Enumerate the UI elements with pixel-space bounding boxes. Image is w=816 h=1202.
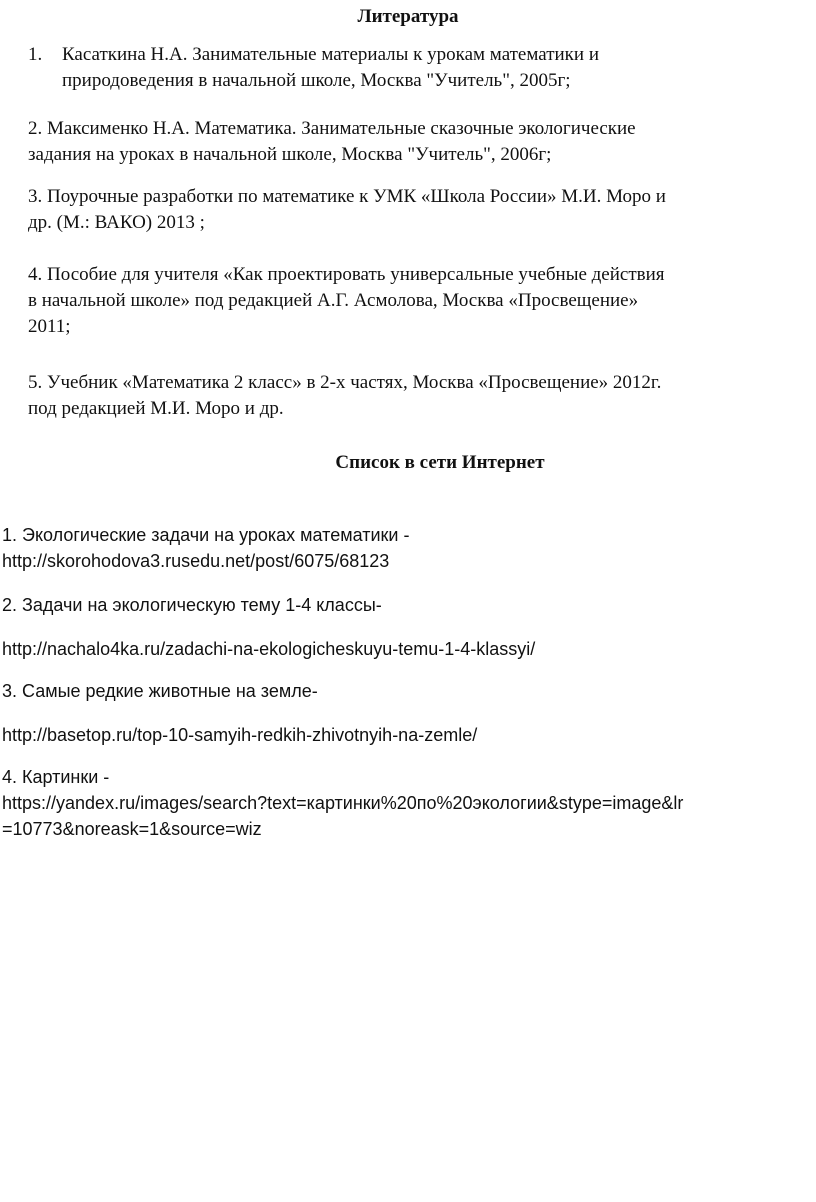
internet-item-1-url[interactable]: http://skorohodova3.rusedu.net/post/6075/68123 [2, 551, 390, 571]
internet-item-4-label: 4. Картинки - [2, 767, 110, 787]
internet-item-4 [2, 764, 683, 842]
internet-item-3-url[interactable]: http://basetop.ru/top-10-samyih-redkih-zhivotnyih-na-zemle/ [2, 725, 478, 745]
literature-item-5-line2: под редакцией М.И. Моро и др. [28, 398, 284, 419]
internet-item-4-url-line1[interactable]: https://yandex.ru/images/search?text=картинки%20по%20экологии&stype=image&lr [2, 793, 684, 813]
internet-item-2-label: 2. Задачи на экологическую тему 1-4 классы- [2, 595, 382, 615]
literature-item-1-number: 1. [28, 44, 43, 65]
literature-item-4 [28, 262, 665, 340]
literature-item-4-line2: в начальной школе» под редакцией А.Г. Асмолова, Москва «Просвещение» [28, 290, 639, 311]
literature-item-2 [28, 116, 636, 168]
literature-item-1 [28, 42, 599, 94]
internet-item-3-label: 3. Самые редкие животные на земле- [2, 681, 318, 701]
internet-item-1 [2, 522, 409, 574]
literature-item-1-line2: природоведения в начальной школе, Москва "Учитель", 2005г; [62, 70, 571, 91]
literature-item-5 [28, 370, 661, 422]
literature-item-2-line2: задания на уроках в начальной школе, Москва "Учитель", 2006г; [28, 144, 552, 165]
internet-item-1-label: 1. Экологические задачи на уроках математики - [2, 525, 410, 545]
literature-item-3 [28, 184, 666, 236]
internet-item-4-url-line2[interactable]: =10773&noreask=1&source=wiz [2, 819, 262, 839]
internet-heading: Список в сети Интернет [335, 452, 545, 473]
internet-item-2-url[interactable]: http://nachalo4ka.ru/zadachi-na-ekologicheskuyu-temu-1-4-klassyi/ [2, 639, 536, 659]
internet-item-2 [2, 592, 535, 662]
literature-item-3-line1: 3. Поурочные разработки по математике к УМК «Школа России» М.И. Моро и [28, 186, 666, 207]
literature-item-1-line1: Касаткина Н.А. Занимательные материалы к урокам математики и [62, 44, 599, 65]
literature-item-2-line1: 2. Максименко Н.А. Математика. Занимательные сказочные экологические [28, 118, 636, 139]
literature-item-5-line1: 5. Учебник «Математика 2 класс» в 2-х частях, Москва «Просвещение» 2012г. [28, 372, 662, 393]
literature-item-3-line2: др. (М.: ВАКО) 2013 ; [28, 212, 205, 233]
literature-item-4-line1: 4. Пособие для учителя «Как проектировать универсальные учебные действия [28, 264, 665, 285]
internet-item-3 [2, 678, 477, 748]
literature-heading: Литература [357, 6, 459, 27]
literature-item-4-line3: 2011; [28, 316, 71, 337]
